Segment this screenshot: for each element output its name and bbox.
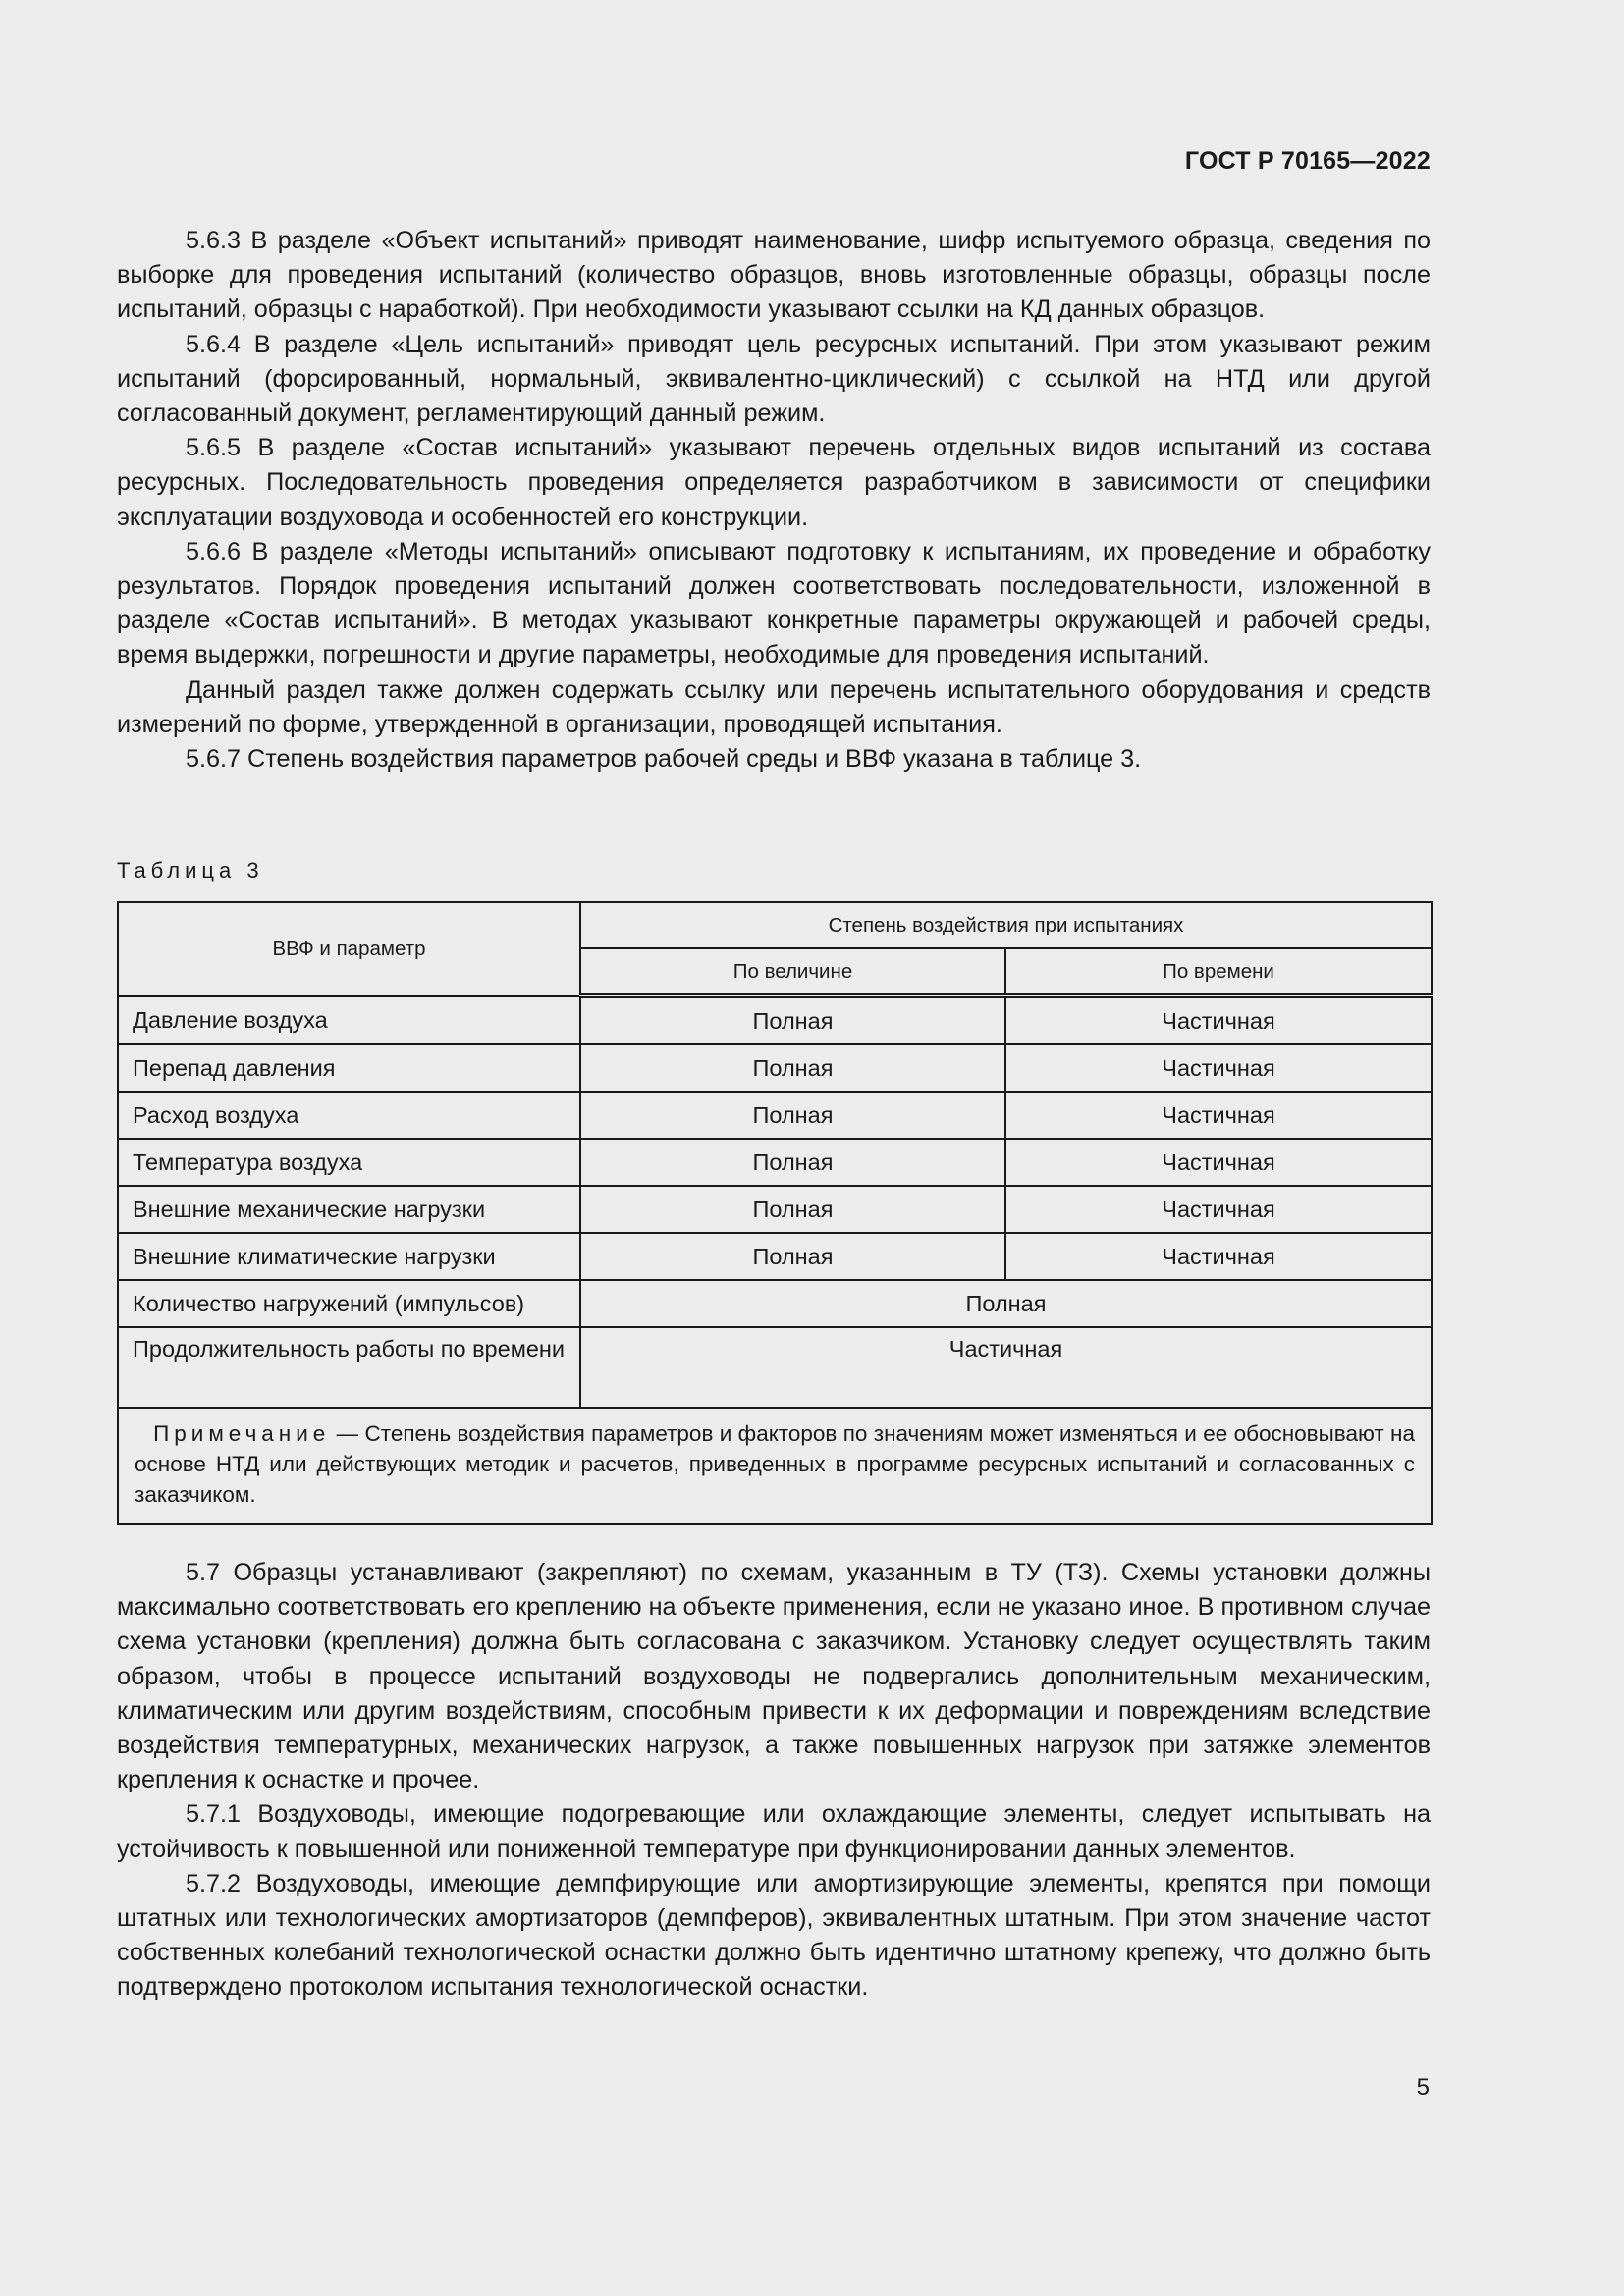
by-time-cell: Частичная xyxy=(1005,1233,1432,1280)
document-code: ГОСТ Р 70165—2022 xyxy=(1184,147,1431,175)
param-cell: Температура воздуха xyxy=(118,1139,580,1186)
by-time-cell: Частичная xyxy=(1005,996,1432,1045)
table-row xyxy=(118,1327,1432,1408)
paragraph: 5.6.7 Степень воздействия параметров рабочей среды и ВВФ указана в таблице 3. xyxy=(186,745,1142,774)
by-value-cell: Полная xyxy=(580,1092,1005,1139)
by-time-cell: Частичная xyxy=(1005,1186,1432,1233)
param-cell: Количество нагружений (импульсов) xyxy=(118,1280,580,1327)
paragraph: 5.7.2 Воздуховоды, имеющие демпфирующие или амортизирующие элементы, крепятся при помощи штатных или технологических амортизаторов (демпферов), эквивалентных штатным. При этом значение частот собственных колебаний технологической оснастки должно быть идентично штатному крепежу, что должно быть подтверждено протоколом испытания технологической оснастки. xyxy=(117,1869,1431,2002)
table-row xyxy=(118,1233,1432,1280)
table-note-row xyxy=(118,1408,1432,1524)
by-value-cell: Полная xyxy=(580,1044,1005,1092)
table-header-row xyxy=(118,902,1432,948)
paragraph: 5.7 Образцы устанавливают (закрепляют) по схемам, указанным в ТУ (ТЗ). Схемы установки должны максимально соответствовать его креплению на объекте применения, если не указано иное. В противном случае схема установки (крепления) должна быть согласована с заказчиком. Установку следует осуществлять таким образом, чтобы в процессе испытаний воздуховоды не подвергались дополнительным механическим, климатическим или другим воздействиям, способным привести к их деформации и повреждениям вследствие воздействия температурных, механических нагрузок, а также повышенных нагрузок при затяжке элементов крепления к оснастке и прочее. xyxy=(117,1559,1431,1794)
paragraph: 5.7.1 Воздуховоды, имеющие подогревающие или охлаждающие элементы, следует испытывать на устойчивость к повышенной или пониженной температуре при функционировании данных элементов. xyxy=(117,1800,1431,1863)
paragraph: 5.6.3 В разделе «Объект испытаний» приводят наименование, шифр испытуемого образца, сведения по выборке для проведения испытаний (количество образцов, вновь изготовленные образцы, образцы после испытаний, образцы с наработкой). При необходимости указывают ссылки на КД данных образцов. xyxy=(117,227,1431,324)
param-cell: Продолжительность работы по времени xyxy=(118,1327,580,1408)
paragraph: 5.6.5 В разделе «Состав испытаний» указывают перечень отдельных видов испытаний из состава ресурсных. Последовательность проведения определяется разработчиком в зависимости от специфики эксплуатации воздуховода и особенностей его конструкции. xyxy=(117,434,1431,531)
by-value-cell: Полная xyxy=(580,1233,1005,1280)
header-by-time: По времени xyxy=(1005,948,1432,996)
paragraph: Данный раздел также должен содержать ссылку или перечень испытательного оборудования и средств измерений по форме, утвержденной в организации, проводящей испытания. xyxy=(117,675,1431,738)
param-cell: Давление воздуха xyxy=(118,996,580,1045)
body-text-top xyxy=(117,224,1431,776)
paragraph: 5.6.6 В разделе «Методы испытаний» описывают подготовку к испытаниям, их проведение и обработку результатов. Порядок проведения испытаний должен соответствовать последовательности, изложенной в разделе «Состав испытаний». В методах указывают конкретные параметры окружающей и рабочей среды, время выдержки, погрешности и другие параметры, необходимые для проведения испытаний. xyxy=(117,537,1431,669)
param-cell: Внешние климатические нагрузки xyxy=(118,1233,580,1280)
table-row xyxy=(118,1139,1432,1186)
body-text-bottom xyxy=(117,1556,1431,2005)
note-text: — Степень воздействия параметров и факторов по значениям может изменяться и ее обосновывают на основе НТД или действующих методик и расчетов, приведенных в программе ресурсных испытаний и согласованных с заказчиком. xyxy=(135,1421,1415,1507)
param-cell: Внешние механические нагрузки xyxy=(118,1186,580,1233)
by-time-cell: Частичная xyxy=(1005,1044,1432,1092)
by-value-cell: Полная xyxy=(580,1139,1005,1186)
table-caption: Таблица 3 xyxy=(117,858,264,882)
table-row xyxy=(118,1186,1432,1233)
by-value-cell: Полная xyxy=(580,996,1005,1045)
header-param: ВВФ и параметр xyxy=(118,902,580,996)
header-group: Степень воздействия при испытаниях xyxy=(580,902,1432,948)
paragraph: 5.6.4 В разделе «Цель испытаний» приводят цель ресурсных испытаний. При этом указывают режим испытаний (форсированный, нормальный, эквивалентно-циклический) с ссылкой на НТД или другой согласованный документ, регламентирующий данный режим. xyxy=(117,330,1431,428)
impact-table xyxy=(117,901,1433,1525)
table-row xyxy=(118,1044,1432,1092)
header-by-value: По величине xyxy=(580,948,1005,996)
merged-value-cell: Полная xyxy=(580,1280,1432,1327)
page-number: 5 xyxy=(1416,2074,1430,2101)
by-value-cell: Полная xyxy=(580,1186,1005,1233)
by-time-cell: Частичная xyxy=(1005,1139,1432,1186)
param-cell: Перепад давления xyxy=(118,1044,580,1092)
table-row xyxy=(118,996,1432,1045)
table-note xyxy=(118,1408,1432,1524)
table-row xyxy=(118,1280,1432,1327)
note-label: Примечание xyxy=(153,1421,331,1446)
merged-value-cell: Частичная xyxy=(580,1327,1432,1408)
param-cell: Расход воздуха xyxy=(118,1092,580,1139)
table-row xyxy=(118,1092,1432,1139)
by-time-cell: Частичная xyxy=(1005,1092,1432,1139)
